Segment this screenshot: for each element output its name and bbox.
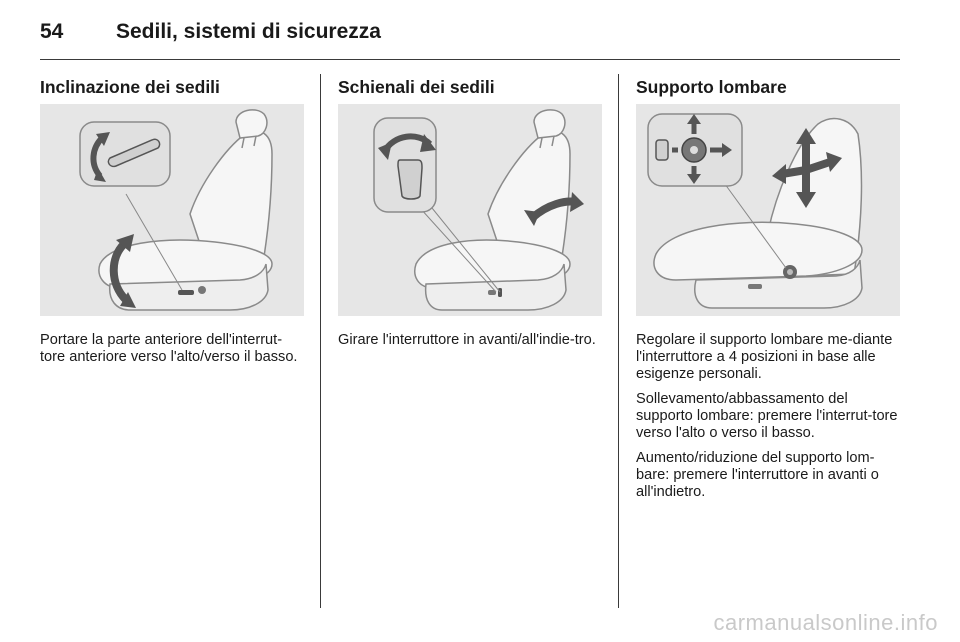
seat-tilt-illustration <box>40 104 304 316</box>
watermark: carmanualsonline.info <box>713 610 938 635</box>
column-divider <box>618 74 619 608</box>
lumbar-support-illustration <box>636 104 900 316</box>
section-paragraph: Portare la parte anteriore dell'interrut-tore anteriore verso l'alto/verso il basso. <box>40 332 298 365</box>
section-title: Supporto lombare <box>636 77 787 97</box>
section-seat-tilt <box>40 74 304 374</box>
section-seat-backrests <box>338 74 602 357</box>
chapter-title: Sedili, sistemi di sicurezza <box>116 20 381 43</box>
section-paragraph: Aumento/riduzione del supporto lom-bare: premere l'interruttore in avanti o all'indietro. <box>636 450 879 500</box>
section-paragraph: Sollevamento/abbassamento del supporto lombare: premere l'interrut-tore verso l'alto o verso il basso. <box>636 391 898 441</box>
section-title: Inclinazione dei sedili <box>40 77 220 97</box>
seat-backrest-illustration <box>338 104 602 316</box>
page-number: 54 <box>40 20 64 43</box>
section-lumbar-support <box>636 74 900 509</box>
column-divider <box>320 74 321 608</box>
section-paragraph: Girare l'interruttore in avanti/all'indie-tro. <box>338 332 596 348</box>
section-paragraph: Regolare il supporto lombare me-diante l'interruttore a 4 posizioni in base alle esigenze personali. <box>636 332 893 382</box>
section-title: Schienali dei sedili <box>338 77 495 97</box>
page-header <box>40 14 900 60</box>
